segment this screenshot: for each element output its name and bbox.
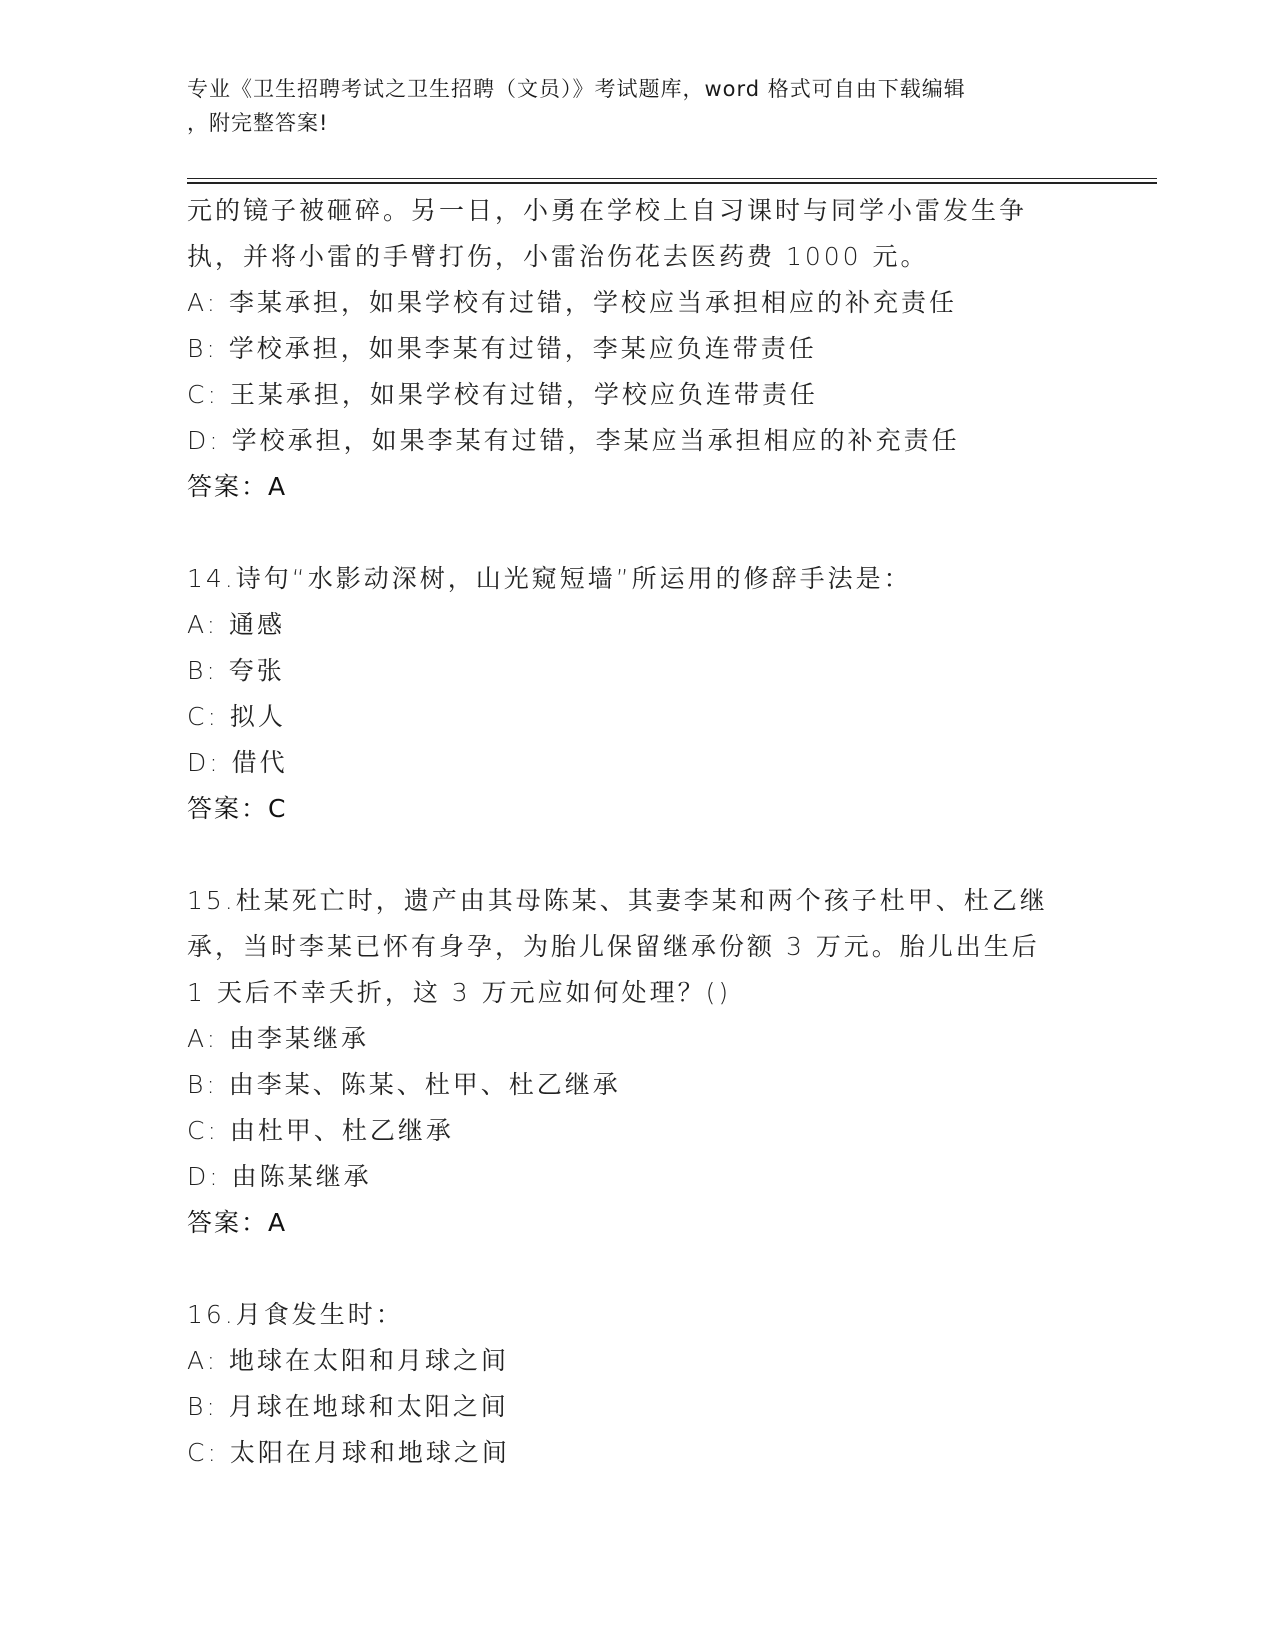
question-text-line: 元的镜子被砸碎。另一日，小勇在学校上自习课时与同学小雷发生争	[187, 196, 1028, 225]
question-stem: 承，当时李某已怀有身孕，为胎儿保留继承份额 3 万元。胎儿出生后	[187, 932, 1040, 961]
question-stem: 1 天后不幸夭折，这 3 万元应如何处理？()	[187, 978, 732, 1007]
option-d: D: 借代	[187, 748, 288, 777]
question-14	[187, 556, 1087, 832]
option-c: C: 拟人	[187, 702, 286, 731]
option-b: B: 由李某、陈某、杜甲、杜乙继承	[187, 1070, 621, 1099]
document-header	[187, 72, 1087, 140]
answer-label: 答案：A	[187, 472, 288, 501]
option-b: B: 学校承担，如果李某有过错，李某应负连带责任	[187, 334, 817, 363]
option-a: A: 由李某继承	[187, 1024, 370, 1053]
question-stem: 16.月食发生时：	[187, 1300, 404, 1329]
document-body	[187, 188, 1087, 1476]
question-stem: 14.诗句“水影动深树，山光窥短墙”所运用的修辞手法是：	[187, 564, 912, 593]
answer-label: 答案：A	[187, 1208, 288, 1237]
option-d: D: 由陈某继承	[187, 1162, 372, 1191]
header-divider-thin	[187, 178, 1157, 179]
question-13-continued	[187, 188, 1087, 510]
header-line-1: 专业《卫生招聘考试之卫生招聘（文员）》考试题库，word 格式可自由下载编辑	[187, 77, 966, 101]
question-text-line: 执，并将小雷的手臂打伤，小雷治伤花去医药费 1000 元。	[187, 242, 929, 271]
option-c: C: 王某承担，如果学校有过错，学校应负连带责任	[187, 380, 818, 409]
question-stem: 15.杜某死亡时，遗产由其母陈某、其妻李某和两个孩子杜甲、杜乙继	[187, 886, 1048, 915]
option-d: D: 学校承担，如果李某有过错，李某应当承担相应的补充责任	[187, 426, 960, 455]
option-c: C: 太阳在月球和地球之间	[187, 1438, 510, 1467]
option-c: C: 由杜甲、杜乙继承	[187, 1116, 454, 1145]
option-a: A: 李某承担，如果学校有过错，学校应当承担相应的补充责任	[187, 288, 958, 317]
header-line-2: ，附完整答案!	[187, 111, 329, 135]
option-a: A: 地球在太阳和月球之间	[187, 1346, 510, 1375]
option-a: A: 通感	[187, 610, 286, 639]
header-divider-thick	[187, 182, 1157, 184]
question-15	[187, 878, 1087, 1246]
answer-label: 答案：C	[187, 794, 288, 823]
question-16	[187, 1292, 1087, 1476]
option-b: B: 夸张	[187, 656, 285, 685]
option-b: B: 月球在地球和太阳之间	[187, 1392, 509, 1421]
